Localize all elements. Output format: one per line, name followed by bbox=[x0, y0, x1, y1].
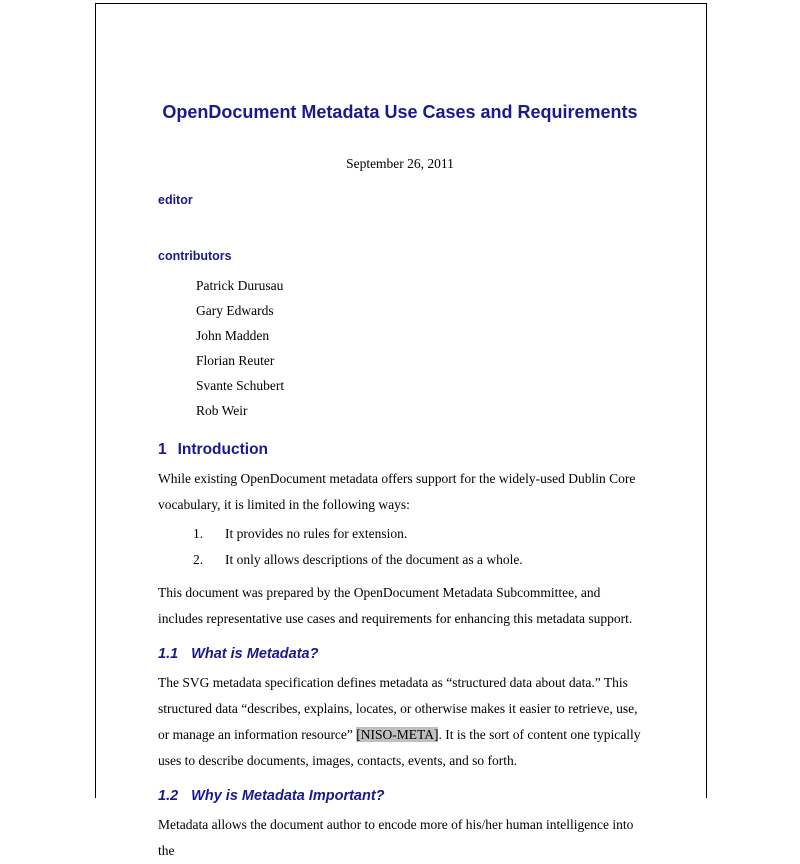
contributor-name: Florian Reuter bbox=[196, 353, 275, 368]
contributor-name: Rob Weir bbox=[196, 403, 248, 418]
section-number: 1.2 bbox=[158, 788, 179, 804]
list-item-number: 1. bbox=[193, 526, 204, 541]
paragraph-text: . It is the sort of content one typically uses to describe documents, images, contacts, events, and so forth. bbox=[158, 727, 641, 768]
list-item-text: It provides no rules for extension. bbox=[225, 526, 408, 541]
contributor-name: John Madden bbox=[196, 328, 270, 343]
contributor-name: Svante Schubert bbox=[196, 378, 285, 393]
section-number: 1 bbox=[158, 441, 167, 458]
document-date: September 26, 2011 bbox=[346, 156, 454, 171]
section-title: Why is Metadata Important? bbox=[191, 788, 385, 804]
list-item bbox=[158, 521, 642, 547]
list-item-number: 2. bbox=[193, 552, 204, 567]
paragraph-what-is-metadata bbox=[158, 670, 642, 774]
contributor-name: Patrick Durusau bbox=[196, 278, 284, 293]
contributors-label: contributors bbox=[158, 249, 232, 263]
reference-link-niso-meta[interactable]: [NISO-META] bbox=[356, 727, 439, 742]
document-title: OpenDocument Metadata Use Cases and Requirements bbox=[162, 102, 638, 122]
paragraph-why-important: Metadata allows the document author to encode more of his/her human intelligence into the bbox=[158, 817, 634, 858]
section-heading-what-is-metadata bbox=[158, 645, 642, 663]
page-content bbox=[158, 101, 642, 864]
section-heading-why-important bbox=[158, 787, 642, 805]
paragraph-intro-2: This document was prepared by the OpenDocument Metadata Subcommittee, and includes representative use cases and requirements for enhancing this metadata support. bbox=[158, 585, 633, 626]
section-title: What is Metadata? bbox=[191, 646, 319, 662]
editor-label: editor bbox=[158, 193, 193, 207]
paragraph-text: The SVG metadata specification defines metadata as “structured data about data.” This structured data “describes, explains, locates, or otherwise makes it easier to retrieve, use, or manage an information resource” bbox=[158, 675, 638, 742]
numbered-list bbox=[158, 521, 642, 573]
section-number: 1.1 bbox=[158, 646, 179, 662]
list-item bbox=[158, 547, 642, 573]
contributor-list bbox=[158, 273, 642, 423]
list-item-text: It only allows descriptions of the document as a whole. bbox=[225, 552, 523, 567]
paragraph-intro-1: While existing OpenDocument metadata offers support for the widely-used Dublin Core vocabulary, it is limited in the following ways: bbox=[158, 471, 636, 512]
document-page bbox=[95, 3, 707, 858]
section-heading-introduction bbox=[158, 440, 642, 459]
section-title: Introduction bbox=[177, 441, 269, 458]
contributor-name: Gary Edwards bbox=[196, 303, 274, 318]
